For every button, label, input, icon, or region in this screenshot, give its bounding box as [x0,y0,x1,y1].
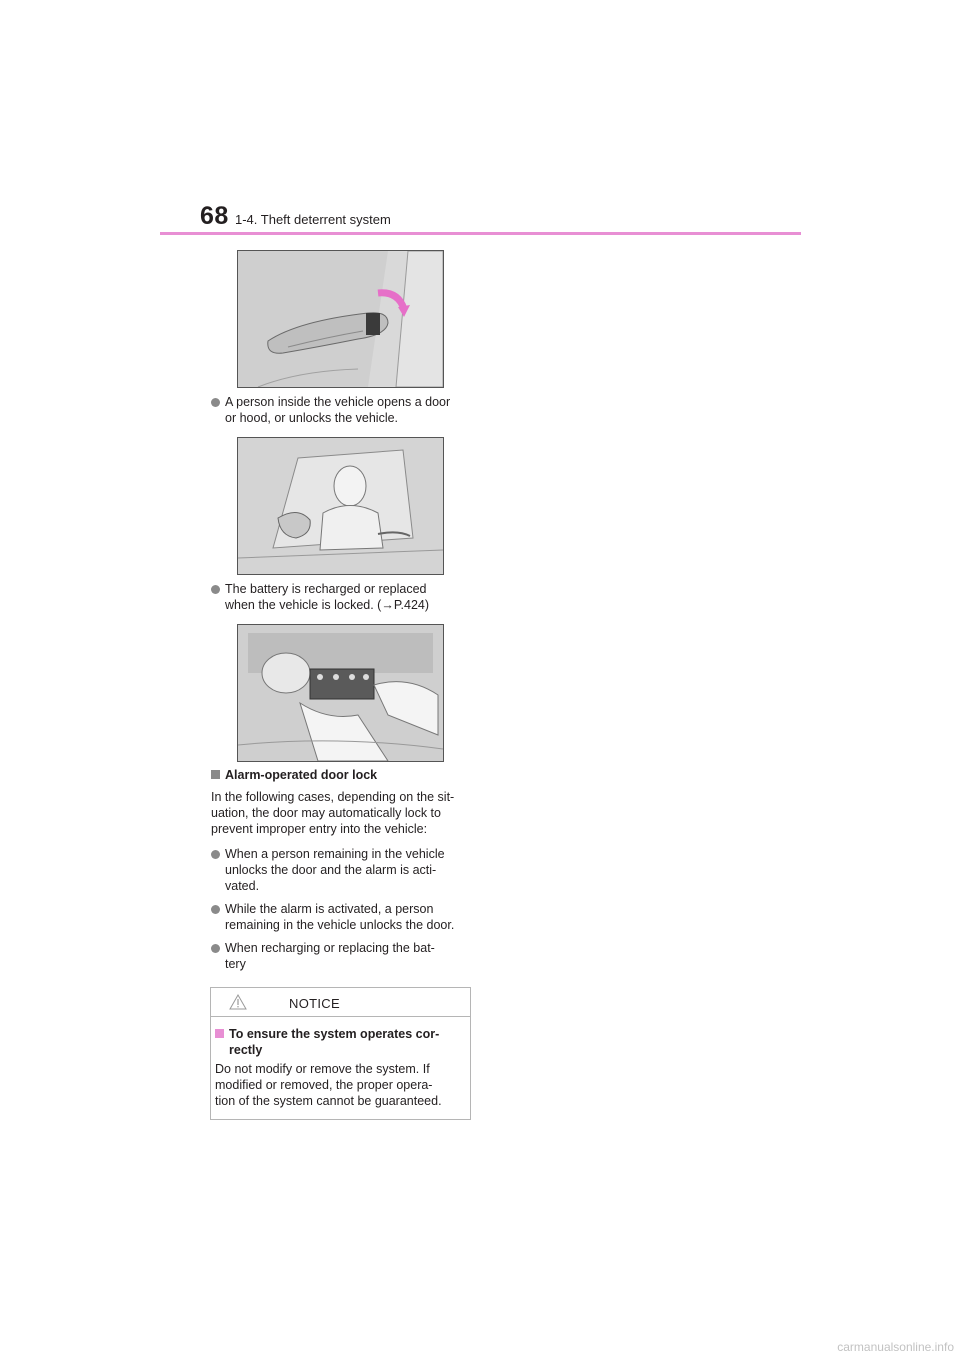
square-bullet-icon [211,770,220,779]
bullet-person-unlocks-alarm: When a person remaining in the vehicle unlocks the door and the alarm is acti- vated. [211,846,473,894]
bullet-person-inside: A person inside the vehicle opens a door or hood, or unlocks the vehicle. [211,394,473,426]
warning-triangle-icon [229,994,247,1010]
bullet-dot-icon [211,905,220,914]
notice-title: NOTICE [289,996,340,1011]
header-rule [160,232,801,235]
bullet-dot-icon [211,850,220,859]
page-number: 68 [200,202,229,230]
bullet-recharging-battery: When recharging or replacing the bat- tery [211,940,473,972]
bullet-battery-recharged: The battery is recharged or replaced when the vehicle is locked. (→P.424) [211,581,473,613]
alarm-door-lock-heading: Alarm-operated door lock [211,768,377,782]
notice-body: Do not modify or remove the system. If modified or removed, the proper opera- tion of the system cannot be guaranteed. [215,1062,442,1108]
door-handle-illustration [237,250,444,388]
notice-heading: To ensure the system operates cor- rectly [215,1026,469,1058]
bullet-dot-icon [211,585,220,594]
alarm-intro-paragraph: In the following cases, depending on the sit- uation, the door may automatically lock to prevent improper entry into the vehicle: [211,790,455,836]
person-inside-vehicle-illustration [237,437,444,575]
section-title: 1-4. Theft deterrent system [235,212,391,227]
square-bullet-icon [215,1029,224,1038]
bullet-dot-icon [211,398,220,407]
bullet-dot-icon [211,944,220,953]
notice-box [210,987,471,1120]
notice-header [211,988,470,1017]
bullet-alarm-activated: While the alarm is activated, a person remaining in the vehicle unlocks the door. [211,901,473,933]
battery-replacement-illustration [237,624,444,762]
watermark: carmanualsonline.info [837,1340,954,1354]
